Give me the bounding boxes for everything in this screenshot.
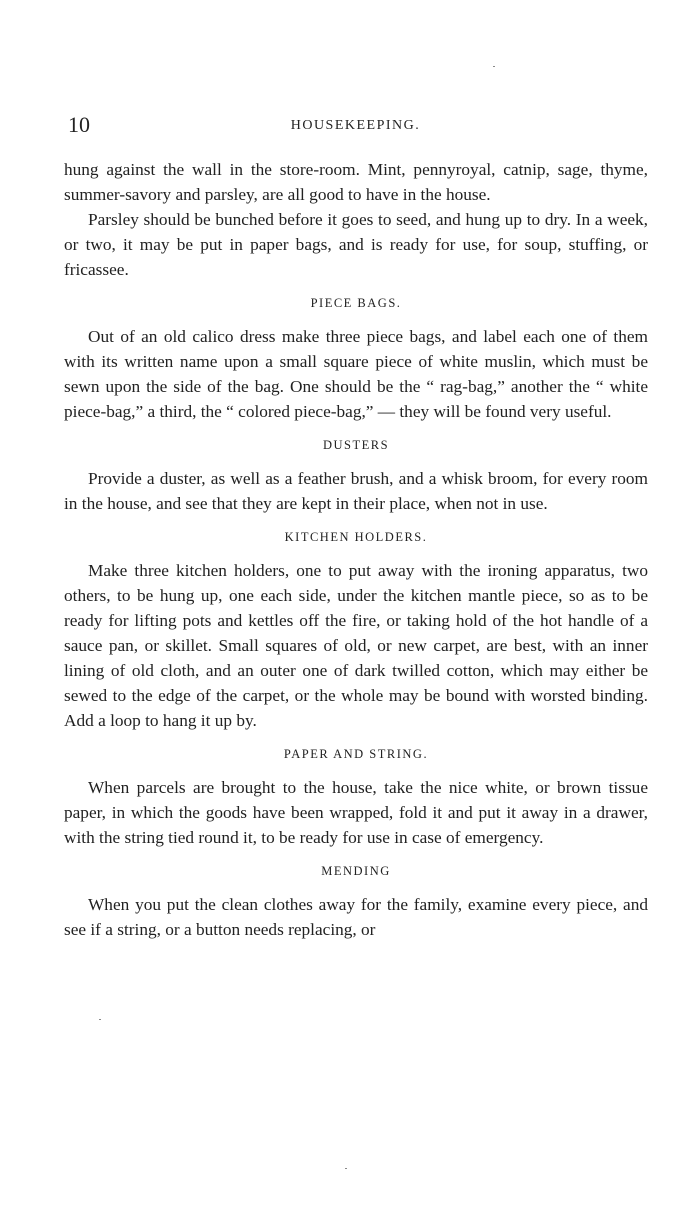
paragraph: Make three kitchen holders, one to put away with the ironing apparatus, two others, to be hung up, one each side, under the kitchen mantle piece, so as to be ready for lifting pots and kettles off the fire, or taking hold of the hot handle of a sauce pan, or skillet. Small squares of old, or new carpet, are best, with an inner lining of old cloth, and an outer one of dark twilled cotton, which may either be sewed to the edge of the carpet, or the whole may be bound with worsted binding. Add a loop to hang it up by. <box>64 561 648 730</box>
paragraph: Parsley should be bunched before it goes to seed, and hung up to dry. In a week, or two, it may be put in paper bags, and is ready for use, for soup, stuffing, or fricassee. <box>64 210 648 279</box>
page-number: 10 <box>68 112 90 137</box>
paragraph: Out of an old calico dress make three piece bags, and label each one of them with its written name upon a small square piece of white muslin, which must be sewn upon the side of the bag. One should be the “ rag-bag,” another the “ white piece-bag,” a third, the “ colored piece-bag,” — they will be found very useful. <box>64 327 648 421</box>
running-head: HOUSEKEEPING. <box>290 118 421 133</box>
section-heading-dusters: DUSTERS <box>322 438 390 452</box>
section-heading-paper-and-string: PAPER AND STRING. <box>283 747 429 761</box>
section-heading-piece-bags: PIECE BAGS. <box>310 296 402 310</box>
paper-speck <box>345 1168 347 1169</box>
paragraph: Provide a duster, as well as a feather brush, and a whisk broom, for every room in the house, and see that they are kept in their place, when not in use. <box>64 469 648 513</box>
paragraph: When you put the clean clothes away for the family, examine every piece, and see if a string, or a button needs replacing, or <box>64 895 648 939</box>
page-body <box>64 157 648 942</box>
paper-speck <box>493 66 495 67</box>
paragraph: When parcels are brought to the house, take the nice white, or brown tissue paper, in which the goods have been wrapped, fold it and put it away in a drawer, with the string tied round it, to be ready for use in case of emergency. <box>64 778 648 847</box>
section-heading-mending: MENDING <box>321 864 391 878</box>
paper-speck <box>99 1019 101 1020</box>
paragraph: hung against the wall in the store-room. Mint, pennyroyal, catnip, sage, thyme, summer-savory and parsley, are all good to have in the house. <box>64 160 648 204</box>
page-header <box>68 112 643 138</box>
section-heading-kitchen-holders: KITCHEN HOLDERS. <box>284 530 428 544</box>
